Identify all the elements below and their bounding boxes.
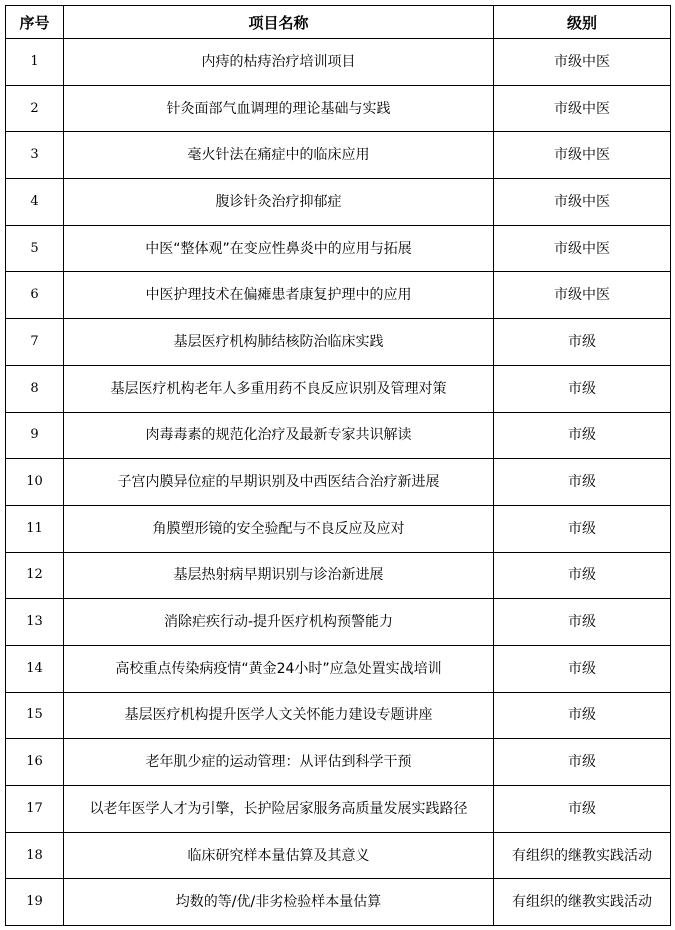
cell-project-name: 针灸面部气血调理的理论基础与实践 bbox=[64, 85, 494, 132]
table-row bbox=[6, 692, 671, 739]
table-row bbox=[6, 599, 671, 646]
table-row bbox=[6, 552, 671, 599]
cell-serial-number: 4 bbox=[6, 179, 64, 226]
table-row bbox=[6, 365, 671, 412]
cell-serial-number: 9 bbox=[6, 412, 64, 459]
cell-project-name: 腹诊针灸治疗抑郁症 bbox=[64, 179, 494, 226]
table-row bbox=[6, 879, 671, 926]
cell-level: 市级 bbox=[494, 786, 671, 833]
cell-project-name: 以老年医学人才为引擎，长护险居家服务高质量发展实践路径 bbox=[64, 786, 494, 833]
table-row bbox=[6, 179, 671, 226]
cell-level: 市级 bbox=[494, 459, 671, 506]
cell-serial-number: 11 bbox=[6, 505, 64, 552]
cell-level: 市级 bbox=[494, 552, 671, 599]
cell-serial-number: 17 bbox=[6, 786, 64, 833]
table-row bbox=[6, 645, 671, 692]
table-body bbox=[6, 39, 671, 926]
table-row bbox=[6, 505, 671, 552]
cell-serial-number: 15 bbox=[6, 692, 64, 739]
cell-serial-number: 10 bbox=[6, 459, 64, 506]
header-project-name: 项目名称 bbox=[64, 6, 494, 39]
table-row bbox=[6, 412, 671, 459]
cell-project-name: 老年肌少症的运动管理：从评估到科学干预 bbox=[64, 739, 494, 786]
cell-level: 有组织的继教实践活动 bbox=[494, 879, 671, 926]
cell-level: 市级 bbox=[494, 599, 671, 646]
cell-serial-number: 6 bbox=[6, 272, 64, 319]
cell-level: 市级 bbox=[494, 645, 671, 692]
cell-level: 市级中医 bbox=[494, 225, 671, 272]
table-header-row bbox=[6, 6, 671, 39]
cell-project-name: 均数的等/优/非劣检验样本量估算 bbox=[64, 879, 494, 926]
table-row bbox=[6, 832, 671, 879]
cell-project-name: 子宫内膜异位症的早期识别及中西医结合治疗新进展 bbox=[64, 459, 494, 506]
cell-level: 市级 bbox=[494, 505, 671, 552]
cell-level: 市级 bbox=[494, 412, 671, 459]
table-row bbox=[6, 225, 671, 272]
cell-project-name: 基层热射病早期识别与诊治新进展 bbox=[64, 552, 494, 599]
cell-serial-number: 8 bbox=[6, 365, 64, 412]
cell-project-name: 临床研究样本量估算及其意义 bbox=[64, 832, 494, 879]
cell-level: 市级中医 bbox=[494, 179, 671, 226]
cell-level: 市级 bbox=[494, 739, 671, 786]
cell-level: 市级中医 bbox=[494, 132, 671, 179]
table-row bbox=[6, 132, 671, 179]
cell-level: 市级 bbox=[494, 692, 671, 739]
table-row bbox=[6, 459, 671, 506]
cell-level: 市级 bbox=[494, 319, 671, 366]
cell-serial-number: 19 bbox=[6, 879, 64, 926]
cell-project-name: 消除疟疾行动-提升医疗机构预警能力 bbox=[64, 599, 494, 646]
table-row bbox=[6, 272, 671, 319]
cell-project-name: 基层医疗机构提升医学人文关怀能力建设专题讲座 bbox=[64, 692, 494, 739]
cell-serial-number: 16 bbox=[6, 739, 64, 786]
table-row bbox=[6, 786, 671, 833]
table-row bbox=[6, 39, 671, 86]
cell-level: 市级中医 bbox=[494, 85, 671, 132]
cell-project-name: 基层医疗机构肺结核防治临床实践 bbox=[64, 319, 494, 366]
cell-project-name: 基层医疗机构老年人多重用药不良反应识别及管理对策 bbox=[64, 365, 494, 412]
cell-serial-number: 7 bbox=[6, 319, 64, 366]
header-serial-number: 序号 bbox=[6, 6, 64, 39]
project-table bbox=[5, 5, 671, 926]
cell-project-name: 中医护理技术在偏瘫患者康复护理中的应用 bbox=[64, 272, 494, 319]
cell-serial-number: 13 bbox=[6, 599, 64, 646]
cell-project-name: 内痔的枯痔治疗培训项目 bbox=[64, 39, 494, 86]
cell-serial-number: 3 bbox=[6, 132, 64, 179]
cell-project-name: 中医“整体观”在变应性鼻炎中的应用与拓展 bbox=[64, 225, 494, 272]
cell-serial-number: 12 bbox=[6, 552, 64, 599]
cell-level: 市级中医 bbox=[494, 272, 671, 319]
cell-project-name: 高校重点传染病疫情“黄金24小时”应急处置实战培训 bbox=[64, 645, 494, 692]
cell-project-name: 角膜塑形镜的安全验配与不良反应及应对 bbox=[64, 505, 494, 552]
cell-serial-number: 2 bbox=[6, 85, 64, 132]
table-row bbox=[6, 739, 671, 786]
table-row bbox=[6, 319, 671, 366]
cell-serial-number: 5 bbox=[6, 225, 64, 272]
cell-level: 有组织的继教实践活动 bbox=[494, 832, 671, 879]
header-level: 级别 bbox=[494, 6, 671, 39]
cell-project-name: 毫火针法在痛症中的临床应用 bbox=[64, 132, 494, 179]
cell-project-name: 肉毒毒素的规范化治疗及最新专家共识解读 bbox=[64, 412, 494, 459]
table-row bbox=[6, 85, 671, 132]
cell-level: 市级中医 bbox=[494, 39, 671, 86]
cell-serial-number: 1 bbox=[6, 39, 64, 86]
cell-level: 市级 bbox=[494, 365, 671, 412]
cell-serial-number: 14 bbox=[6, 645, 64, 692]
cell-serial-number: 18 bbox=[6, 832, 64, 879]
